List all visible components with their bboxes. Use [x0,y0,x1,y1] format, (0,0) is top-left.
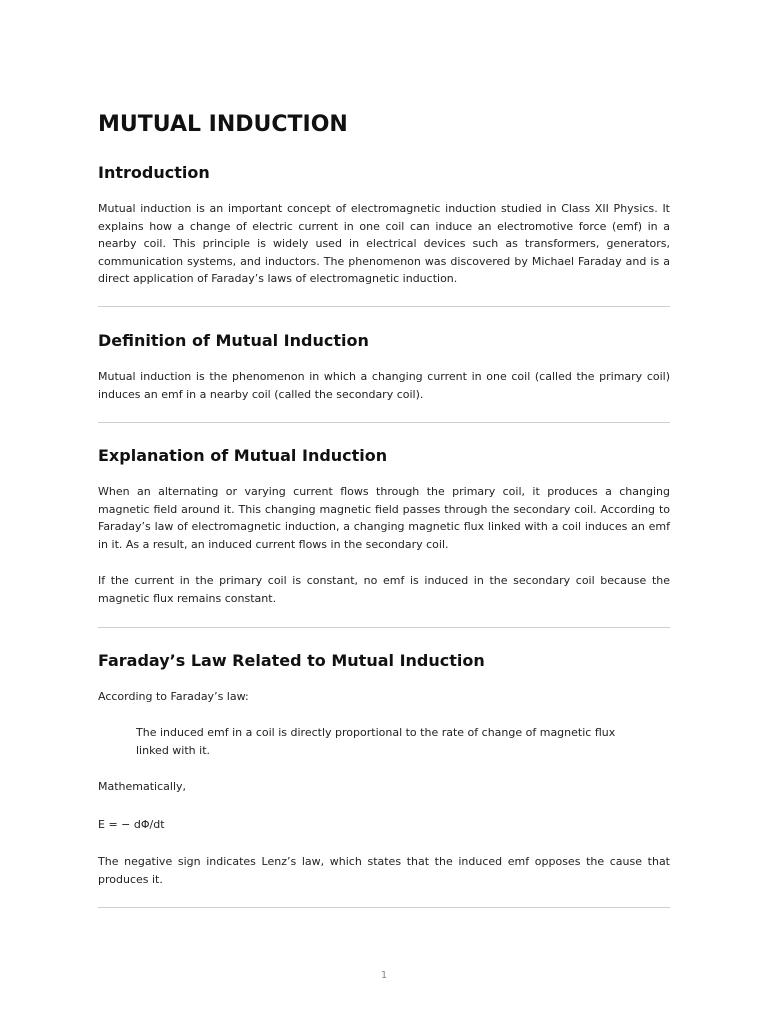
heading-explanation: Explanation of Mutual Induction [98,446,388,465]
section-divider [98,627,670,628]
page-title: MUTUAL INDUCTION [98,112,348,137]
paragraph-math-label: Mathematically, [98,780,187,793]
paragraph-introduction: Mutual induction is an important concept of electromagnetic induction studied in Class XII Physics. It explains how a change of electric current in one coil can induce an electromotive force (emf) in a nearby coil. This principle is widely used in electrical devices such as transformers, generators, communication systems, and inductors. The phenomenon was discovered by Michael Faraday and is a direct application of Faraday’s laws of electromagnetic induction. [98,202,670,286]
paragraph-definition: Mutual induction is the phenomenon in which a changing current in one coil (called the primary coil) induces an emf in a nearby coil (called the secondary coil). [98,370,670,401]
section-divider [98,422,670,423]
page-number: 1 [380,970,388,981]
blockquote-faraday-law: The induced emf in a coil is directly proportional to the rate of change of magnetic flux linked with it. [136,726,616,757]
section-divider [98,306,670,307]
paragraph-faraday-intro: According to Faraday’s law: [98,690,249,703]
heading-faraday: Faraday’s Law Related to Mutual Induction [98,651,485,670]
paragraph-lenz-note: The negative sign indicates Lenz’s law, which states that the induced emf opposes the cause that produces it. [98,855,670,886]
section-divider [98,907,670,908]
paragraph-explanation-2: If the current in the primary coil is constant, no emf is induced in the secondary coil because the magnetic flux remains constant. [98,574,670,605]
equation-faraday: E = − dΦ/dt [98,818,165,831]
heading-definition: Definition of Mutual Induction [98,331,369,350]
paragraph-explanation-1: When an alternating or varying current flows through the primary coil, it produces a changing magnetic field around it. This changing magnetic field passes through the secondary coil. According to Faraday’s law of electromagnetic induction, a changing magnetic flux linked with a coil induces an emf in it. As a result, an induced current flows in the secondary coil. [98,485,670,551]
heading-introduction: Introduction [98,163,210,182]
